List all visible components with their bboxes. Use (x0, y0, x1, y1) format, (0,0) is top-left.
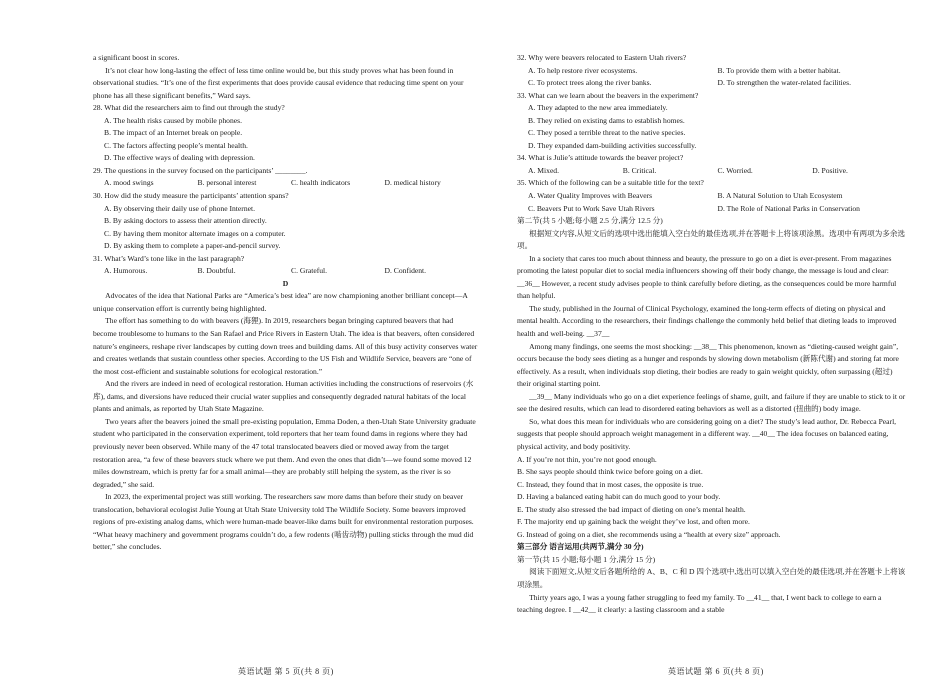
text-paragraph: Thirty years ago, I was a young father struggling to feed my family. To __41__ that, I went back to college to earn a teaching degree. I __42__ it clearly: a lasting classroom and a stable (517, 592, 882, 615)
text-paragraph: E. The study also stressed the bad impact of dieting on one’s mental health. (517, 504, 746, 514)
text-paragraph: The study, published in the Journal of Clinical Psychology, examined the long-term effects of dieting on physical and mental health. According to the researchers, their findings challenge the commonly held belief that dieting leads to improved health and well-being. __37__ (517, 303, 897, 339)
text-paragraph: C. They posed a terrible threat to the native species. (528, 128, 686, 138)
text-paragraph: 29. The questions in the survey focused on the participants’ ________. (93, 165, 308, 175)
text-paragraph: 第一节(共 15 小题;每小题 1 分,满分 15 分) (517, 554, 656, 564)
text-paragraph: D. They expanded dam-building activities successfully. (528, 140, 697, 150)
text-paragraph: In a society that cares too much about thinness and beauty, the pressure to go on a diet is ever-present. From magazines promoting the latest popular diet to social media influencers showing off their body change, the message is loud and clear: __36__ However, a recent study advises people to think carefully before dieting, as the consequences could be more harmful than helpful. (517, 253, 897, 301)
text-paragraph: A. By observing their daily use of phone Internet. (104, 203, 255, 213)
text-paragraph: B. She says people should think twice before going on a diet. (517, 467, 703, 477)
text-paragraph: C. By having them monitor alternate images on a computer. (104, 228, 286, 238)
left-column (93, 52, 478, 554)
text-paragraph: 根据短文内容,从短文后的选项中选出能填入空白处的最佳选项,并在答题卡上将该项涂黑。选项中有两项为多余选项。 (517, 228, 906, 251)
option-row (517, 190, 907, 203)
text-paragraph: So, what does this mean for individuals who are considering going on a diet? The study’s lead author, Dr. Rebecca Pearl, suggests that people should approach weight management in a different way. __40__ The idea focuses on balanced eating, physical activity, and body positivity. (517, 416, 897, 451)
option-item: C. Beavers Put to Work Save Utah Rivers (528, 203, 655, 213)
text-paragraph: 33. What can we learn about the beavers in the experiment? (517, 90, 699, 100)
option-item: C. Worried. (717, 165, 753, 175)
option-item: C. To protect trees along the river banks. (528, 78, 652, 88)
text-paragraph: A. They adapted to the new area immediately. (528, 103, 668, 113)
text-paragraph: 28. What did the researchers aim to find out through the study? (93, 103, 285, 113)
text-paragraph: Among many findings, one seems the most shocking: __38__ This phenomenon, known as “dieting-caused weight gain”, occurs because the body sees dieting as a hunger and responds by slowing down metabolism (新陈代谢) and storing fat more effectively. As a result, when individuals stop dieting, their bodies are ready to gain weight quickly, often surpassing (超过) their original starting point. (517, 341, 899, 389)
page-footer-right: 英语试题 第 6 页(共 8 页) (668, 667, 764, 676)
text-paragraph: D. Having a balanced eating habit can do much good to your body. (517, 492, 721, 502)
text-paragraph: a significant boost in scores. (93, 53, 180, 62)
option-item: B. To provide them with a better habitat. (717, 65, 841, 75)
text-paragraph: B. They relied on existing dams to establish homes. (528, 115, 685, 125)
text-paragraph: A. The health risks caused by mobile phones. (104, 115, 242, 125)
text-paragraph: Two years after the beavers joined the small pre-existing population, Emma Doden, a then-Utah State University graduate student who participated in the conservation experiment, told reporters that her team found dams in regions where they had previously never been observed. While many of the 47 total translocated beavers died or moved away from the target restoration area, “a few of these beavers stuck where we put them. And even the ones that didn’t—we found some moved 12 miles downstream, which is pretty far for a small animal—they are probably still helping the system, as the river is so degraded,” she said. (93, 416, 476, 489)
page-footer-left: 英语试题 第 5 页(共 8 页) (238, 667, 334, 676)
option-item: D. Confident. (384, 266, 427, 276)
option-row (517, 203, 907, 216)
option-item: A. Humorous. (104, 266, 148, 276)
option-row (93, 177, 478, 190)
option-item: D. The Role of National Parks in Conservation (717, 203, 860, 213)
text-paragraph: C. Instead, they found that in most cases, the opposite is true. (517, 479, 704, 489)
option-row (517, 77, 907, 90)
option-item: A. Mixed. (528, 165, 560, 175)
text-paragraph: 第二节(共 5 小题;每小题 2.5 分,满分 12.5 分) (517, 216, 663, 226)
option-item: A. Water Quality Improves with Beavers (528, 191, 653, 201)
text-paragraph: F. The majority end up gaining back the weight they’ve lost, and often more. (517, 517, 750, 527)
text-paragraph: 阅读下面短文,从短文后各题所给的 A、B、C 和 D 四个选项中,选出可以填入空白处的最佳选项,并在答题卡上将该项涂黑。 (517, 567, 906, 589)
text-paragraph: In 2023, the experimental project was still working. The researchers saw more dams than before their study on beaver translocation, behavioral ecologist Julie Young at Utah State University told The Wildlife Society. Some beavers improved regions of pre-existing analog dams, which were human-made beaver-like dams built for environmental restoration purposes. “What heavy machinery and government programs couldn’t do, a few rodents (啮齿动物) pulling sticks through the mud did better,” she concludes. (93, 492, 474, 552)
option-row (93, 265, 478, 278)
section-heading: D (282, 278, 289, 288)
text-paragraph: 31. What’s Ward’s tone like in the last paragraph? (93, 253, 245, 263)
text-paragraph: D. The effective ways of dealing with depression. (104, 153, 255, 163)
text-paragraph: D. By asking them to complete a paper-and-pencil survey. (104, 241, 281, 251)
text-paragraph: __39__ Many individuals who go on a diet experience feelings of shame, guilt, and failure if they are unable to stick to it or see the desired results, which can lead to disordered eating behaviors as well as a distorted (扭曲的) body image. (517, 391, 906, 414)
option-item: D. Positive. (812, 165, 848, 175)
option-item: A. To help restore river ecosystems. (528, 65, 638, 75)
option-item: B. A Natural Solution to Utah Ecosystem (717, 191, 843, 201)
text-paragraph: G. Instead of going on a diet, she recommends using a “health at every size” approach. (517, 529, 781, 539)
text-paragraph: It’s not clear how long-lasting the effect of less time online would be, but this study proves what has been found in observational studies. “It’s one of the first experiments that does provide causal evidence that reducing time spent on your phone has all these significant benefits,” Ward says. (93, 65, 464, 100)
option-row (517, 165, 907, 178)
text-paragraph: 第三部分 语言运用(共两节,满分 30 分) (517, 542, 644, 552)
option-item: C. Grateful. (291, 266, 328, 276)
option-row (517, 65, 907, 78)
text-paragraph: C. The factors affecting people’s mental health. (104, 140, 248, 150)
right-column (517, 52, 907, 617)
option-item: B. Doubtful. (197, 266, 236, 276)
text-paragraph: 34. What is Julie’s attitude towards the beaver project? (517, 153, 684, 163)
option-item: D. medical history (384, 178, 441, 188)
text-paragraph: A. If you’re not thin, you’re not good enough. (517, 454, 657, 464)
text-paragraph: 35. Which of the following can be a suitable title for the text? (517, 178, 704, 188)
text-paragraph: 32. Why were beavers relocated to Eastern Utah rivers? (517, 53, 687, 62)
text-paragraph: Advocates of the idea that National Parks are “America’s best idea” are now championing another brilliant concept—A unique conservation effort is currently being highlighted. (93, 291, 468, 313)
option-item: D. To strengthen the water-related facilities. (717, 78, 851, 88)
option-item: C. health indicators (291, 178, 351, 188)
text-paragraph: B. By asking doctors to assess their attention directly. (104, 216, 267, 226)
text-paragraph: And the rivers are indeed in need of ecological restoration. Human activities including the constructions of reservoirs (水库), dams, and diversions have reduced their crucial water supplies and consequently degraded natural habitats of the local plants and animals, as reported by Utah State Magazine. (93, 379, 474, 414)
text-paragraph: B. The impact of an Internet break on people. (104, 128, 243, 138)
option-item: A. mood swings (104, 178, 154, 188)
option-item: B. Critical. (622, 165, 657, 175)
text-paragraph: The effort has something to do with beavers (海狸). In 2019, researchers began bringing captured beavers that had become troublesome to humans to the San Rafael and Price Rivers in Eastern Utah. The idea is that beavers, often considered nature’s engineers, reshape river landscapes by cutting down trees and building dams. All of this busy activity conserves water and creates wetlands that sustain countless other species. According to the US Fish and Wildlife Service, beavers are “one of the most cost-efficient and sustainable solutions for ecological restoration.” (93, 316, 478, 376)
text-paragraph: 30. How did the study measure the participants’ attention spans? (93, 191, 289, 201)
option-item: B. personal interest (197, 178, 257, 188)
